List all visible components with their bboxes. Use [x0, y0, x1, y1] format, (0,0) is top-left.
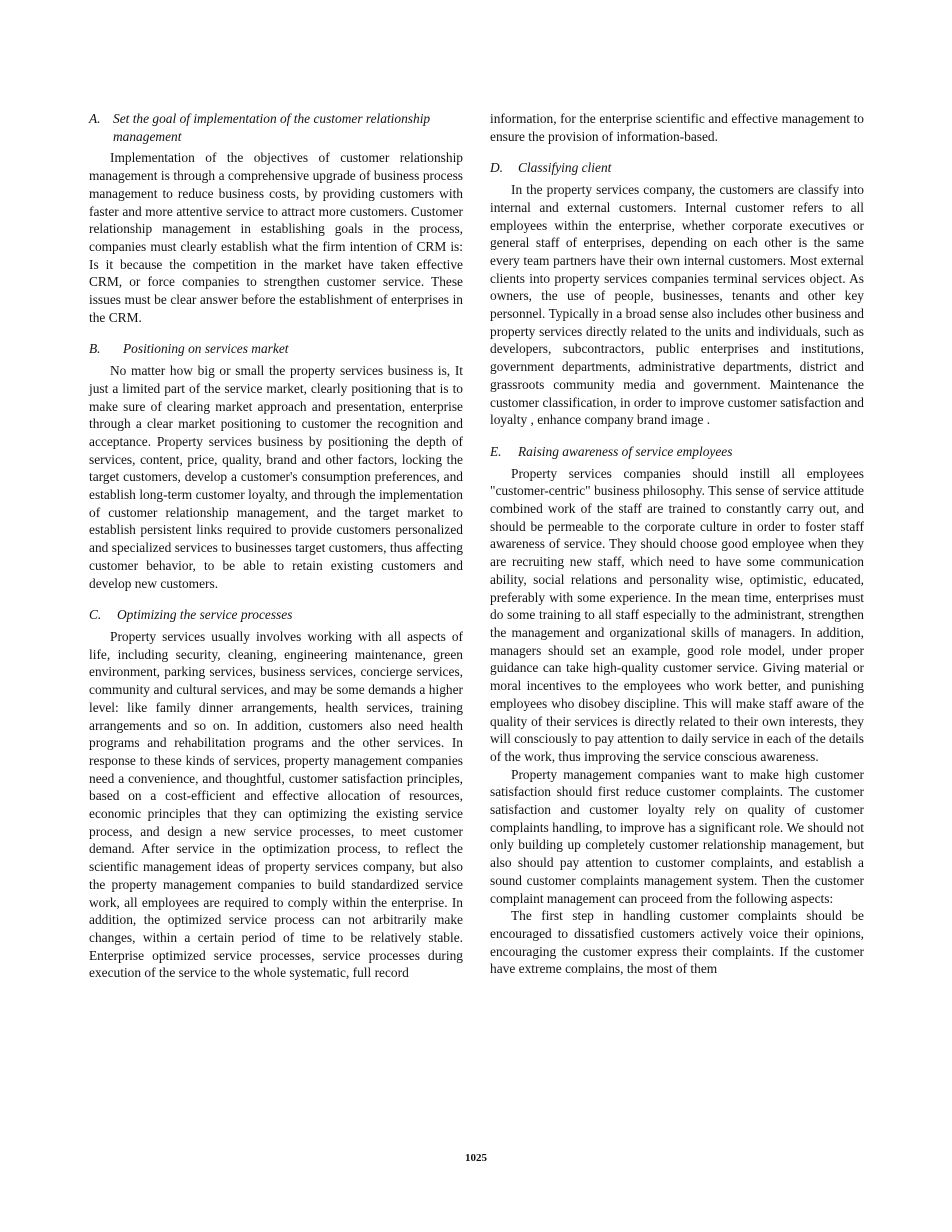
section-heading — [89, 340, 463, 358]
paragraph: Implementation of the objectives of customer relationship management is through a comprehensive upgrade of business process management to reduce business costs, by providing customers with faster and more attentive service to attract more customers. Customer relationship management in establishing goals in the process, companies must clearly establish what the firm intention of CRM is: Is it because the competition in the market have taken effective CRM, or force companies to strengthen customer service. These issues must be clear answer before the establishment of enterprises in the CRM. — [89, 150, 463, 325]
section-title: Classifying client — [518, 160, 612, 176]
paragraph: Property services usually involves working with all aspects of life, including security, cleaning, engineering maintenance, green environment, parking services, business services, concierge services, community and cultural services, and may be some demands a higher level: like family dinner arrangements, health services, training arrangements and so on. In addition, customers also need health programs and rehabilitation programs and the other services. In response to these kinds of services, property management companies need a convenience, and thoughtful, customer satisfaction principles, based on a cost-efficient and effective allocation of resources, economic principles that they can optimizing the existing service process, and design a new service processes, to meet customer demand. After service in the optimization process, to reflect the scientific management ideas of property services company, but also the property management companies to build standardized service work, all employees are required to comply within the enterprise. In addition, the optimized service process can not arbitrarily make changes, within a certain period of time to be relatively stable. Enterprise optimized service processes, service processes during execution of the service to the whole systematic, full record — [89, 628, 463, 981]
section-label: B. — [89, 341, 101, 357]
paragraph: No matter how big or small the property services business is, It just a limited part of the service market, clearly positioning that is to make sure of clearing market approach and presentation, enterprise through a clear market positioning to customer the recognition and acceptance. Property services business by positioning the depth of services, content, price, quality, brand and other factors, locking the target customers, develop a customer's consumption preferences, and establish long-term customer loyalty, and through the implementation of customer relationship management, and the target market to establish persistent links required to provide customers personalized and specialized services to businesses target customers, thus affecting customer behavior, to be able to retain existing customers and develop new customers. — [89, 363, 463, 591]
right-column — [490, 110, 864, 992]
section-heading — [490, 159, 864, 177]
paragraph: The first step in handling customer complaints should be encouraged to dissatisfied customers actively voice their opinions, encouraging the customer express their complaints. If the customer have extreme complains, the most of them — [490, 908, 864, 977]
paragraph: Property services companies should instill all employees "customer-centric" business philosophy. This sense of service attitude combined work of the staff are trained to constantly carry out, and should be permeable to the corporate culture in order to foster staff awareness of service. They should choose good employee when they are recruiting new staff, which need to have some communication ability, social relations and personality wise, optimistic, educated, preferably with some experience. In the mean time, enterprises must do some training to all staff especially to the administrant, strengthen the management and organizational skills of managers. In addition, managers should set an example, good role model, under proper guidance can take high-quality customer service. Giving material or moral incentives to the employees who work better, and punishing employees who disobey discipline. This will make staff aware of the quality of their services is directly related to their own interests, they will consciously to pay attention to daily service in each of the details of the work, thus improving the service conscious awareness. — [490, 465, 864, 764]
section-heading — [490, 443, 864, 461]
left-column — [89, 110, 463, 996]
section-title: Raising awareness of service employees — [518, 443, 733, 459]
section-label: C. — [89, 607, 102, 623]
page-number: 1025 — [465, 1152, 487, 1164]
section-title: Optimizing the service processes — [117, 607, 293, 623]
section-label: E. — [490, 443, 502, 459]
section-c — [89, 606, 463, 982]
section-d — [490, 159, 864, 429]
paragraph: Property management companies want to make high customer satisfaction should first reduce customer complaints. The customer satisfaction and customer loyalty rely on quality of customer complaints handling, to improve has a significant role. We should not only building up completely customer relationship management, but also should pay attention to customer complaints, and establish a sound customer complaints management system. Then the customer complaint management can proceed from the following aspects: — [490, 766, 864, 906]
paragraph: information, for the enterprise scientific and effective management to ensure the provision of information-based. — [490, 111, 864, 144]
paragraph: In the property services company, the customers are classify into internal and external customers. Internal customer refers to all employees within the enterprise, whether corporate executives or general staff of enterprises, depending on each other is the same every team partners have their own internal customers. Most external clients into property services companies terminal services object. As owners, the use of people, businesses, tenants and other key personnel. Typically in a broad sense also includes other business and property services directly related to the units and individuals, such as developers, subcontractors, public enterprises and institutions, government departments, administrative departments, district and grassroots community media and government. Maintenance the customer classification, in order to improve customer satisfaction and loyalty , enhance company brand image . — [490, 182, 864, 428]
section-heading — [89, 110, 463, 145]
section-b — [89, 340, 463, 592]
section-heading — [89, 606, 463, 624]
continuation-block — [490, 110, 864, 145]
section-a — [89, 110, 463, 326]
section-title: Set the goal of implementation of the customer relationship management — [113, 111, 431, 144]
section-title: Positioning on services market — [123, 341, 289, 357]
section-label: A. — [89, 111, 101, 126]
section-e — [490, 443, 864, 978]
section-label: D. — [490, 160, 504, 176]
